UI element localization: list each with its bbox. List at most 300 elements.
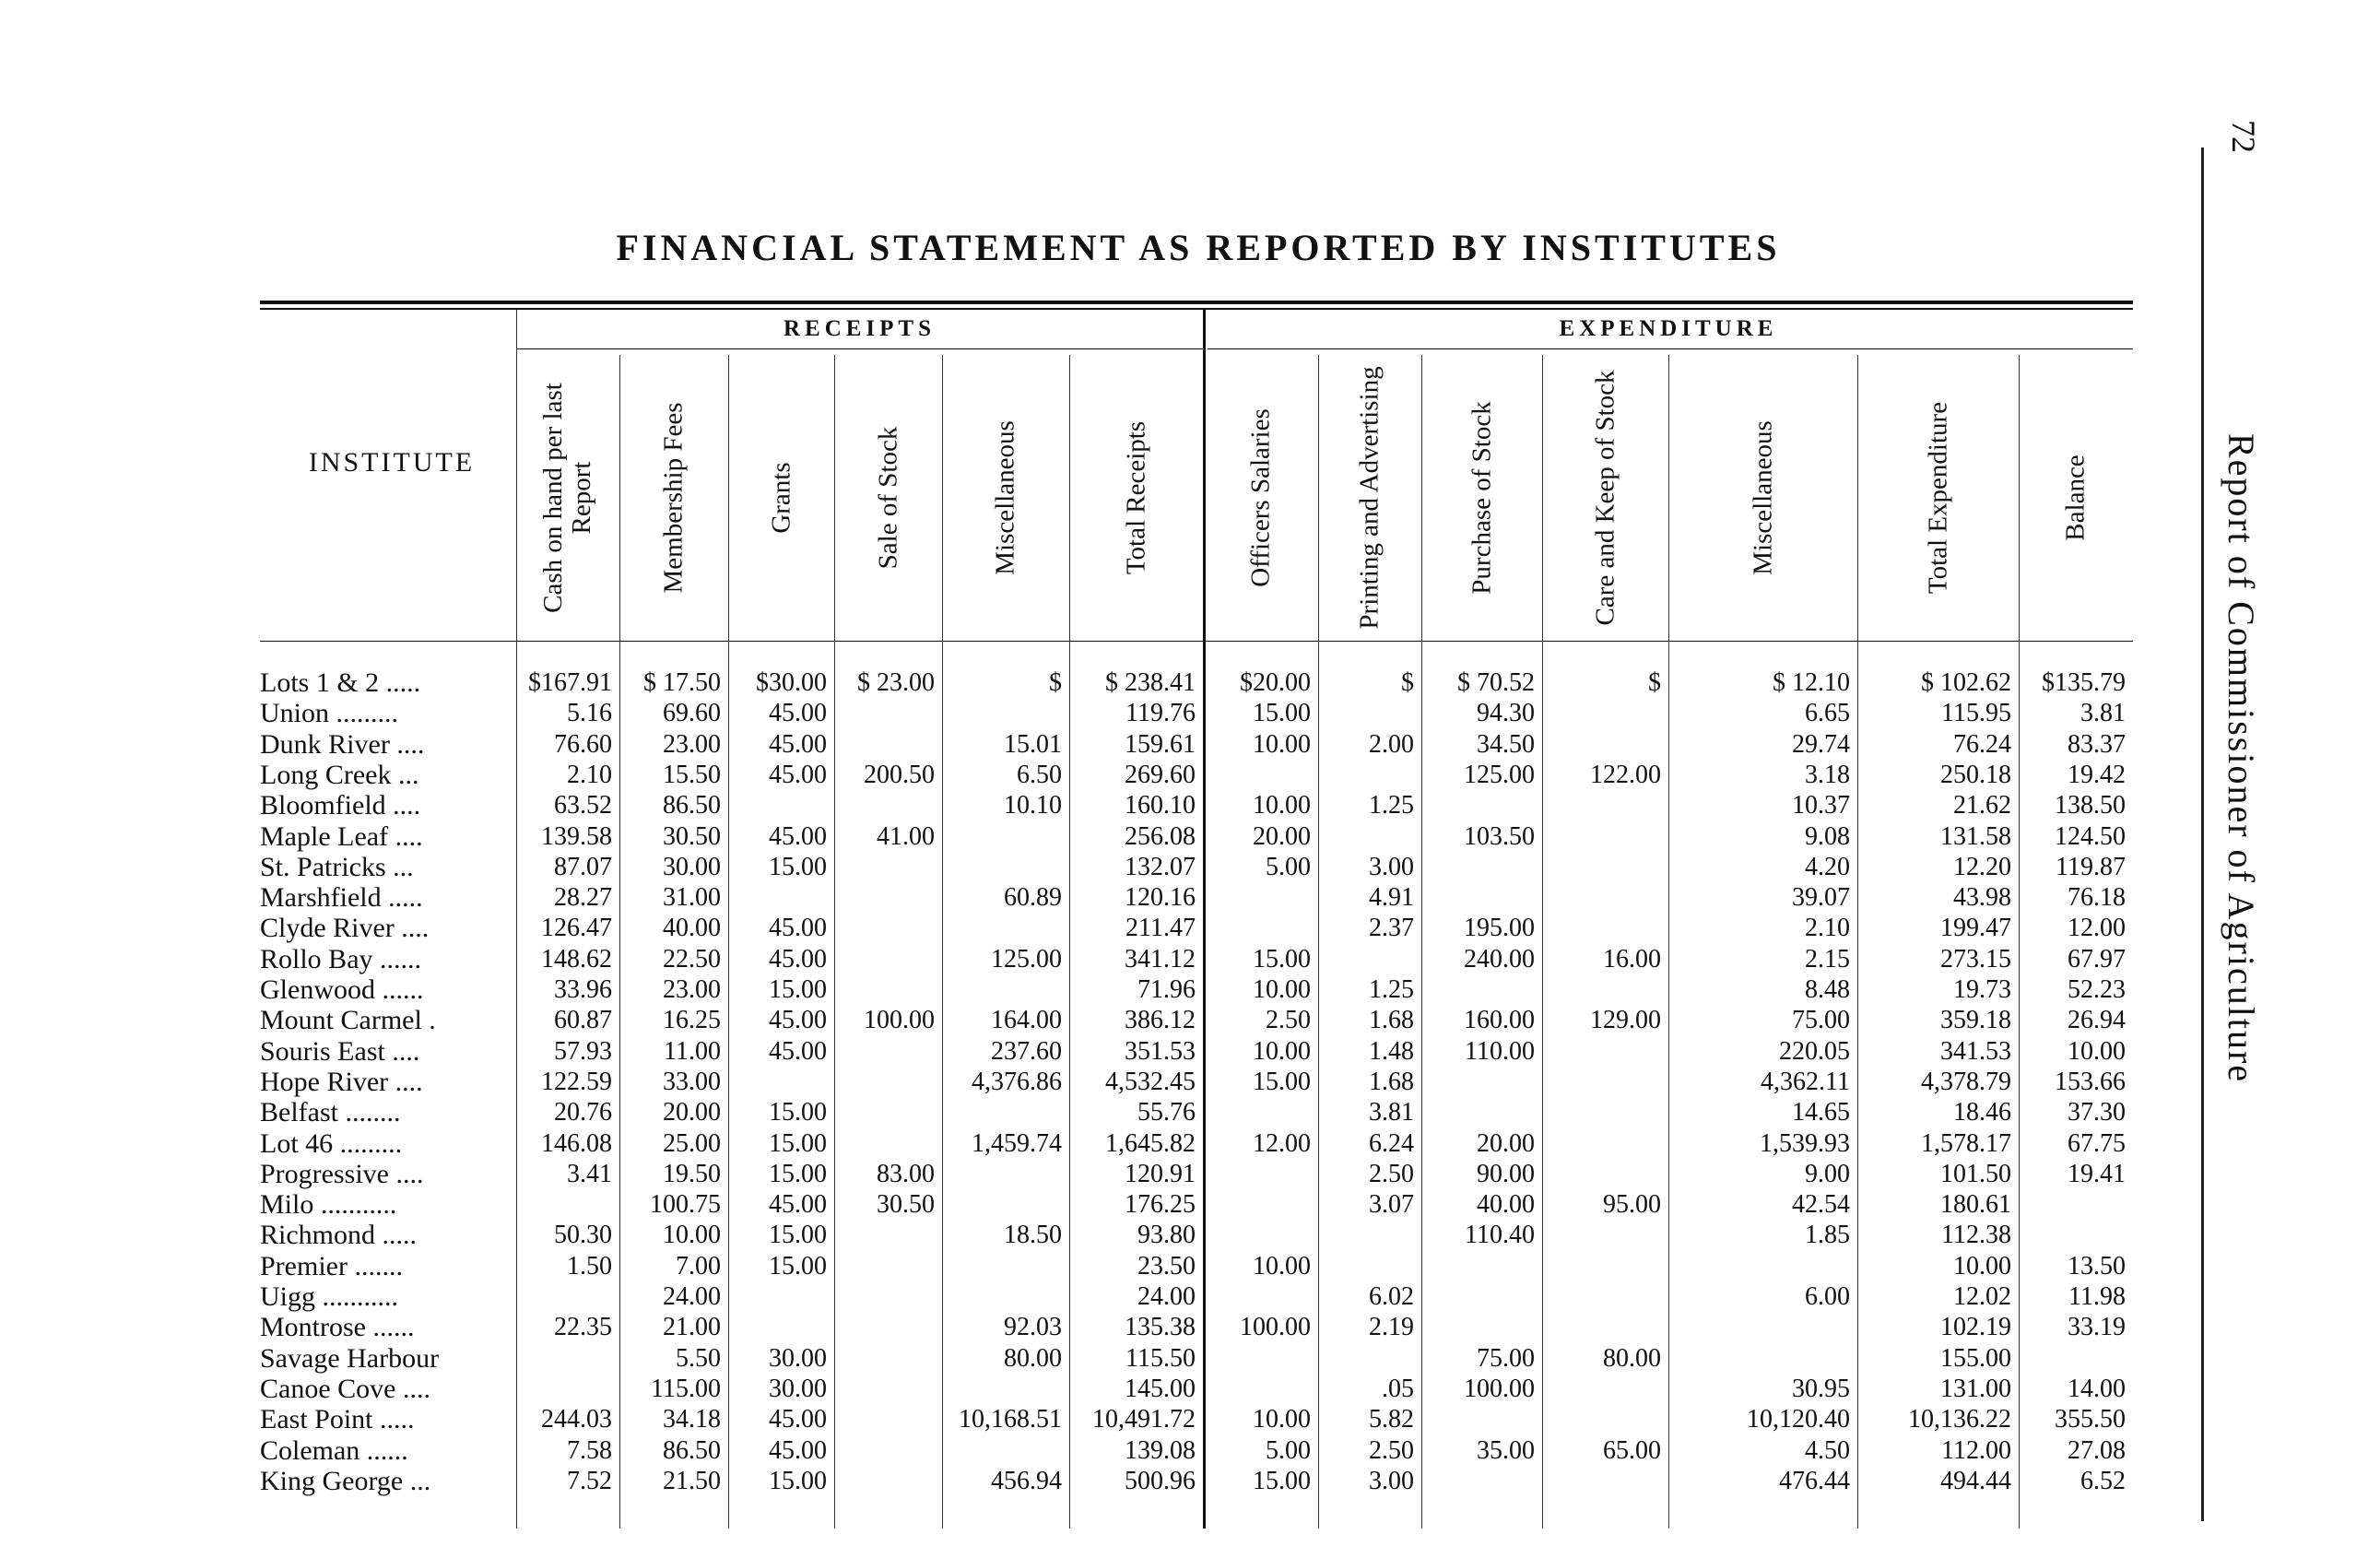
column-header-label: Membership Fees	[658, 402, 689, 594]
cell-8: 3.00	[1369, 852, 1414, 881]
cell-5: 237.60	[991, 1036, 1062, 1066]
cell-12: 250.18	[1940, 760, 2011, 789]
cell-7: 5.00	[1266, 852, 1311, 881]
cell-7: 15.00	[1253, 1067, 1311, 1096]
cell-13: 6.52	[2080, 1466, 2126, 1495]
cell-2: 31.00	[663, 883, 721, 913]
institute-name: Dunk River ....	[260, 728, 425, 760]
cell-2: 69.60	[663, 699, 721, 728]
cell-2: 86.50	[663, 791, 721, 820]
cell-11: 75.00	[1792, 1006, 1850, 1035]
cell-13: 153.66	[2055, 1067, 2126, 1096]
column-header-5	[942, 355, 1069, 641]
cell-13: 37.30	[2068, 1098, 2126, 1127]
cell-3: 45.00	[769, 914, 827, 943]
cell-13: 67.75	[2068, 1128, 2126, 1158]
cell-1: 50.30	[554, 1221, 612, 1250]
table-row	[0, 790, 2380, 820]
cell-5: 456.94	[991, 1466, 1062, 1495]
cell-11: 9.08	[1805, 821, 1850, 851]
top-rule-thin	[260, 308, 2133, 310]
table-row	[0, 974, 2380, 1005]
institute-name: Mount Carmel .	[260, 1005, 436, 1036]
cell-8: 1.68	[1369, 1067, 1414, 1096]
cell-12: 112.38	[1941, 1221, 2011, 1250]
cell-9: 160.00	[1464, 1006, 1535, 1035]
cell-4: 30.50	[877, 1190, 935, 1220]
cell-8: 3.81	[1369, 1098, 1414, 1127]
cell-11: 4,362.11	[1761, 1067, 1850, 1096]
cell-1: 76.60	[554, 729, 612, 759]
cell-12: 199.47	[1940, 914, 2011, 943]
cell-3: 45.00	[769, 1190, 827, 1220]
cell-3: 45.00	[769, 760, 827, 789]
cell-13: 14.00	[2068, 1374, 2126, 1403]
cell-10: 16.00	[1603, 944, 1661, 974]
cell-2: 15.50	[663, 760, 721, 789]
cell-11: 14.65	[1792, 1098, 1850, 1127]
table-row	[0, 1159, 2380, 1189]
table-row	[0, 1281, 2380, 1312]
running-head-text: Report of Commissioner of Agriculture	[2221, 433, 2262, 1084]
cell-3: 45.00	[769, 699, 827, 728]
cell-12: 12.20	[1953, 852, 2011, 881]
table-row	[0, 1374, 2380, 1404]
institute-name: Glenwood ......	[260, 974, 424, 1005]
institute-name: King George ...	[260, 1465, 431, 1496]
cell-2: $ 17.50	[643, 668, 721, 697]
cell-12: 112.00	[1941, 1435, 2011, 1465]
cell-11: $ 12.10	[1773, 668, 1850, 697]
table-row	[0, 698, 2380, 728]
cell-6: 176.25	[1125, 1190, 1196, 1220]
cell-7: 10.00	[1253, 1405, 1311, 1434]
cell-6: 269.60	[1125, 760, 1196, 789]
cell-12: 12.02	[1953, 1282, 2011, 1311]
institute-name: Canoe Cove ....	[260, 1373, 430, 1404]
cell-9: 110.40	[1465, 1221, 1535, 1250]
table-row	[0, 944, 2380, 974]
cell-2: 24.00	[663, 1282, 721, 1311]
cell-3: 30.00	[769, 1374, 827, 1403]
cell-13: 13.50	[2068, 1251, 2126, 1281]
cell-3: 45.00	[769, 821, 827, 851]
cell-9: 34.50	[1477, 729, 1535, 759]
cell-5: 60.89	[1004, 883, 1062, 913]
cell-6: 211.47	[1125, 914, 1196, 943]
table-row	[0, 1036, 2380, 1067]
institute-name: Coleman ......	[260, 1434, 408, 1466]
column-header-11	[1668, 355, 1857, 641]
cell-1: 122.59	[541, 1067, 612, 1096]
column-header-8	[1318, 355, 1421, 641]
cell-5: 80.00	[1004, 1343, 1062, 1373]
cell-11: 4.20	[1805, 852, 1850, 881]
institute-name: Souris East ....	[260, 1035, 420, 1067]
cell-6: 386.12	[1125, 1006, 1196, 1035]
institute-name: Lots 1 & 2 .....	[260, 667, 421, 698]
cell-7: $20.00	[1240, 668, 1311, 697]
cell-6: 256.08	[1125, 821, 1196, 851]
column-header-9	[1421, 355, 1542, 641]
cell-13: 27.08	[2068, 1435, 2126, 1465]
cell-10: 129.00	[1590, 1006, 1661, 1035]
cell-7: 20.00	[1253, 821, 1311, 851]
cell-11: 10.37	[1792, 791, 1850, 820]
institute-name: Premier .......	[260, 1250, 403, 1281]
cell-5: 4,376.86	[972, 1067, 1062, 1096]
column-header-1	[516, 355, 619, 641]
margin-rule	[2201, 148, 2204, 1521]
cell-6: 93.80	[1137, 1221, 1196, 1250]
cell-6: 132.07	[1125, 852, 1196, 881]
cell-11: 6.65	[1805, 699, 1850, 728]
table-row	[0, 1189, 2380, 1220]
expenditure-underline	[1208, 348, 2133, 349]
cell-3: 15.00	[769, 1466, 827, 1495]
cell-4: 41.00	[877, 821, 935, 851]
cell-5: 164.00	[991, 1006, 1062, 1035]
cell-12: 101.50	[1940, 1159, 2011, 1188]
cell-6: 160.10	[1125, 791, 1196, 820]
cell-3: 15.00	[769, 1098, 827, 1127]
cell-7: 12.00	[1253, 1128, 1311, 1158]
cell-11: 2.15	[1805, 944, 1850, 974]
column-header-label: Balance	[2060, 454, 2091, 541]
table-row	[0, 852, 2380, 882]
cell-9: $ 70.52	[1457, 668, 1535, 697]
cell-6: $ 238.41	[1105, 668, 1196, 697]
column-header-label: Officers Salaries	[1245, 408, 1275, 587]
cell-6: 23.50	[1137, 1251, 1196, 1281]
cell-2: 21.50	[663, 1466, 721, 1495]
cell-11: 8.48	[1805, 975, 1850, 1004]
cell-12: 102.19	[1940, 1313, 2011, 1342]
cell-7: 10.00	[1253, 1251, 1311, 1281]
cell-1: 1.50	[567, 1251, 612, 1281]
cell-11: 9.00	[1805, 1159, 1850, 1188]
institute-name: Hope River ....	[260, 1066, 423, 1097]
cell-3: 45.00	[769, 1435, 827, 1465]
cell-2: 25.00	[663, 1128, 721, 1158]
running-head	[2208, 120, 2263, 1558]
cell-6: 10,491.72	[1092, 1405, 1196, 1434]
cell-9: 40.00	[1477, 1190, 1535, 1220]
cell-12: 494.44	[1940, 1466, 2011, 1495]
cell-1: 57.93	[554, 1036, 612, 1066]
cell-5: 6.50	[1017, 760, 1062, 789]
cell-1: 20.76	[554, 1098, 612, 1127]
column-header-label: Cash on hand per last Report	[538, 383, 596, 613]
cell-13: 67.97	[2068, 944, 2126, 974]
cell-11: 4.50	[1805, 1435, 1850, 1465]
institute-name: Belfast ........	[260, 1097, 401, 1128]
cell-3: 30.00	[769, 1343, 827, 1373]
cell-5: 10.10	[1004, 791, 1062, 820]
cell-11: 39.07	[1792, 883, 1850, 913]
cell-4: 100.00	[864, 1006, 935, 1035]
table-row	[0, 821, 2380, 852]
cell-6: 351.53	[1125, 1036, 1196, 1066]
cell-8: 2.50	[1369, 1159, 1414, 1188]
institute-name: St. Patricks ...	[260, 851, 414, 882]
cell-13: 10.00	[2068, 1036, 2126, 1066]
table-row	[0, 1005, 2380, 1035]
cell-1: 33.96	[554, 975, 612, 1004]
cell-8: 1.25	[1369, 975, 1414, 1004]
cell-9: 110.00	[1465, 1036, 1535, 1066]
cell-8: 6.24	[1369, 1128, 1414, 1158]
cell-5: 92.03	[1004, 1313, 1062, 1342]
cell-5: $	[1049, 668, 1062, 697]
cell-2: 33.00	[663, 1067, 721, 1096]
cell-7: 15.00	[1253, 1466, 1311, 1495]
cell-8: 1.25	[1369, 791, 1414, 820]
cell-1: 2.10	[567, 760, 612, 789]
cell-2: 86.50	[663, 1435, 721, 1465]
cell-11: 1,539.93	[1760, 1128, 1850, 1158]
cell-7: 5.00	[1266, 1435, 1311, 1465]
cell-3: 15.00	[769, 1251, 827, 1281]
cell-2: 115.00	[651, 1374, 721, 1403]
table-row	[0, 1466, 2380, 1496]
cell-7: 10.00	[1253, 1036, 1311, 1066]
cell-12: 131.58	[1940, 821, 2011, 851]
cell-6: 120.16	[1125, 883, 1196, 913]
institute-name: Bloomfield ....	[260, 790, 421, 821]
cell-13: 124.50	[2055, 821, 2126, 851]
cell-9: 75.00	[1477, 1343, 1535, 1373]
cell-13: 355.50	[2055, 1405, 2126, 1434]
cell-7: 100.00	[1240, 1313, 1311, 1342]
cell-13: 83.37	[2068, 729, 2126, 759]
cell-2: 23.00	[663, 975, 721, 1004]
institute-name: Maple Leaf ....	[260, 820, 423, 852]
cell-1: 5.16	[567, 699, 612, 728]
cell-7: 2.50	[1266, 1006, 1311, 1035]
table-row	[0, 1097, 2380, 1127]
table-row	[0, 667, 2380, 698]
institute-name: Rollo Bay ......	[260, 943, 422, 974]
cell-12: 43.98	[1953, 883, 2011, 913]
institute-name: Montrose ......	[260, 1312, 415, 1343]
cell-12: $ 102.62	[1921, 668, 2011, 697]
header-rule	[260, 641, 2133, 642]
cell-11: 1.85	[1805, 1221, 1850, 1250]
cell-13: 138.50	[2055, 791, 2126, 820]
cell-6: 135.38	[1125, 1313, 1196, 1342]
cell-2: 20.00	[663, 1098, 721, 1127]
column-header-label: Miscellaneous	[990, 420, 1020, 575]
cell-9: 103.50	[1464, 821, 1535, 851]
cell-1: 148.62	[541, 944, 612, 974]
cell-12: 115.95	[1941, 699, 2011, 728]
cell-12: 155.00	[1940, 1343, 2011, 1373]
institute-name: Richmond .....	[260, 1220, 417, 1251]
cell-13: 52.23	[2068, 975, 2126, 1004]
cell-8: 6.02	[1369, 1282, 1414, 1311]
cell-2: 16.25	[663, 1006, 721, 1035]
institute-name: Union .........	[260, 698, 398, 729]
column-header-12	[1857, 355, 2019, 641]
table-row	[0, 1251, 2380, 1281]
cell-11: 42.54	[1792, 1190, 1850, 1220]
cell-2: 100.75	[650, 1190, 721, 1220]
cell-6: 159.61	[1125, 729, 1196, 759]
institute-name: East Point .....	[260, 1404, 415, 1435]
cell-11: 6.00	[1805, 1282, 1850, 1311]
cell-2: 22.50	[663, 944, 721, 974]
table-row	[0, 1067, 2380, 1097]
cell-4: 83.00	[877, 1159, 935, 1188]
cell-4: 200.50	[864, 760, 935, 789]
column-header-label: Miscellaneous	[1748, 420, 1777, 575]
institute-name: Milo ...........	[260, 1189, 397, 1221]
cell-5: 10,168.51	[959, 1405, 1062, 1434]
cell-11: 10,120.40	[1747, 1405, 1850, 1434]
cell-13: 19.42	[2068, 760, 2126, 789]
cell-5: 15.01	[1004, 729, 1062, 759]
cell-9: 125.00	[1464, 760, 1535, 789]
cell-8: 1.48	[1369, 1036, 1414, 1066]
cell-13: 12.00	[2068, 914, 2126, 943]
cell-12: 341.53	[1940, 1036, 2011, 1066]
table-row	[0, 913, 2380, 943]
cell-7: 10.00	[1253, 975, 1311, 1004]
cell-11: 3.18	[1805, 760, 1850, 789]
cell-5: 18.50	[1004, 1221, 1062, 1250]
column-header-6	[1069, 355, 1203, 641]
cell-9: 20.00	[1477, 1128, 1535, 1158]
cell-8: 3.00	[1369, 1466, 1414, 1495]
cell-3: 45.00	[769, 944, 827, 974]
cell-12: 273.15	[1940, 944, 2011, 974]
cell-9: 94.30	[1477, 699, 1535, 728]
cell-8: $	[1401, 668, 1414, 697]
column-header-13	[2019, 355, 2133, 641]
cell-10: $	[1648, 668, 1661, 697]
cell-3: 45.00	[769, 729, 827, 759]
cell-1: 63.52	[554, 791, 612, 820]
cell-2: 34.18	[663, 1405, 721, 1434]
cell-2: 5.50	[676, 1343, 721, 1373]
cell-10: 95.00	[1603, 1190, 1661, 1220]
cell-12: 19.73	[1953, 975, 2011, 1004]
cell-1: 146.08	[541, 1128, 612, 1158]
cell-2: 40.00	[663, 914, 721, 943]
cell-1: 28.27	[554, 883, 612, 913]
cell-12: 21.62	[1953, 791, 2011, 820]
cell-9: 100.00	[1464, 1374, 1535, 1403]
institute-name: Progressive ....	[260, 1158, 424, 1189]
cell-3: 45.00	[769, 1405, 827, 1434]
cell-13: 76.18	[2068, 883, 2126, 913]
cell-3: 15.00	[769, 852, 827, 881]
cell-11: 2.10	[1805, 914, 1850, 943]
cell-7: 10.00	[1253, 791, 1311, 820]
institute-name: Savage Harbour	[260, 1342, 440, 1374]
cell-9: 195.00	[1464, 914, 1535, 943]
cell-1: 60.87	[554, 1006, 612, 1035]
cell-1: 7.58	[567, 1435, 612, 1465]
cell-2: 19.50	[663, 1159, 721, 1188]
cell-11: 29.74	[1792, 729, 1850, 759]
cell-1: 244.03	[541, 1405, 612, 1434]
cell-1: 7.52	[567, 1466, 612, 1495]
cell-2: 10.00	[663, 1221, 721, 1250]
cell-3: $30.00	[756, 668, 827, 697]
cell-6: 120.91	[1125, 1159, 1196, 1188]
cell-12: 359.18	[1940, 1006, 2011, 1035]
cell-6: 115.50	[1125, 1343, 1196, 1373]
table-row	[0, 1128, 2380, 1159]
cell-3: 15.00	[769, 1221, 827, 1250]
cell-6: 139.08	[1125, 1435, 1196, 1465]
cell-10: 65.00	[1603, 1435, 1661, 1465]
cell-2: 11.00	[664, 1036, 721, 1066]
column-header-label: Printing and Advertising	[1354, 366, 1384, 630]
cell-8: 2.00	[1369, 729, 1414, 759]
cell-13: 3.81	[2080, 699, 2126, 728]
cell-8: 3.07	[1369, 1190, 1414, 1220]
column-header-7	[1203, 355, 1318, 641]
cell-3: 45.00	[769, 1006, 827, 1035]
institute-column-header: INSTITUTE	[308, 447, 476, 478]
cell-6: 500.96	[1125, 1466, 1196, 1495]
cell-2: 30.50	[663, 821, 721, 851]
cell-8: 5.82	[1369, 1405, 1414, 1434]
table-row	[0, 729, 2380, 760]
cell-11: 476.44	[1779, 1466, 1850, 1495]
cell-13: 33.19	[2068, 1313, 2126, 1342]
column-header-label: Sale of Stock	[873, 426, 902, 570]
cell-1: 126.47	[541, 914, 612, 943]
column-header-2	[619, 355, 728, 641]
top-rule	[260, 301, 2133, 304]
column-header-4	[834, 355, 942, 641]
receipts-header: RECEIPTS	[783, 316, 937, 341]
cell-13: 11.98	[2068, 1282, 2126, 1311]
institute-name: Lot 46 .........	[260, 1127, 403, 1159]
page-number: 72	[2225, 120, 2262, 153]
cell-5: 1,459.74	[972, 1128, 1062, 1158]
cell-3: 15.00	[769, 1128, 827, 1158]
cell-13: 119.87	[2056, 852, 2126, 881]
cell-3: 15.00	[769, 975, 827, 1004]
column-header-10	[1542, 355, 1668, 641]
cell-6: 341.12	[1125, 944, 1196, 974]
cell-12: 18.46	[1953, 1098, 2011, 1127]
cell-8: 2.50	[1369, 1435, 1414, 1465]
table-row	[0, 760, 2380, 790]
cell-1: 22.35	[554, 1313, 612, 1342]
cell-10: 122.00	[1590, 760, 1661, 789]
cell-8: 4.91	[1369, 883, 1414, 913]
cell-2: 30.00	[663, 852, 721, 881]
cell-13: 26.94	[2068, 1006, 2126, 1035]
cell-6: 119.76	[1125, 699, 1196, 728]
cell-2: 7.00	[676, 1251, 721, 1281]
institute-name: Marshfield .....	[260, 882, 423, 914]
cell-12: 131.00	[1940, 1374, 2011, 1403]
cell-8: .05	[1382, 1374, 1414, 1403]
cell-6: 4,532.45	[1105, 1067, 1196, 1096]
page-title: FINANCIAL STATEMENT AS REPORTED BY INSTITUTES	[616, 227, 1781, 268]
cell-2: 23.00	[663, 729, 721, 759]
column-header-label: Total Receipts	[1121, 420, 1150, 575]
receipts-underline	[516, 348, 1203, 349]
table-row	[0, 1435, 2380, 1466]
